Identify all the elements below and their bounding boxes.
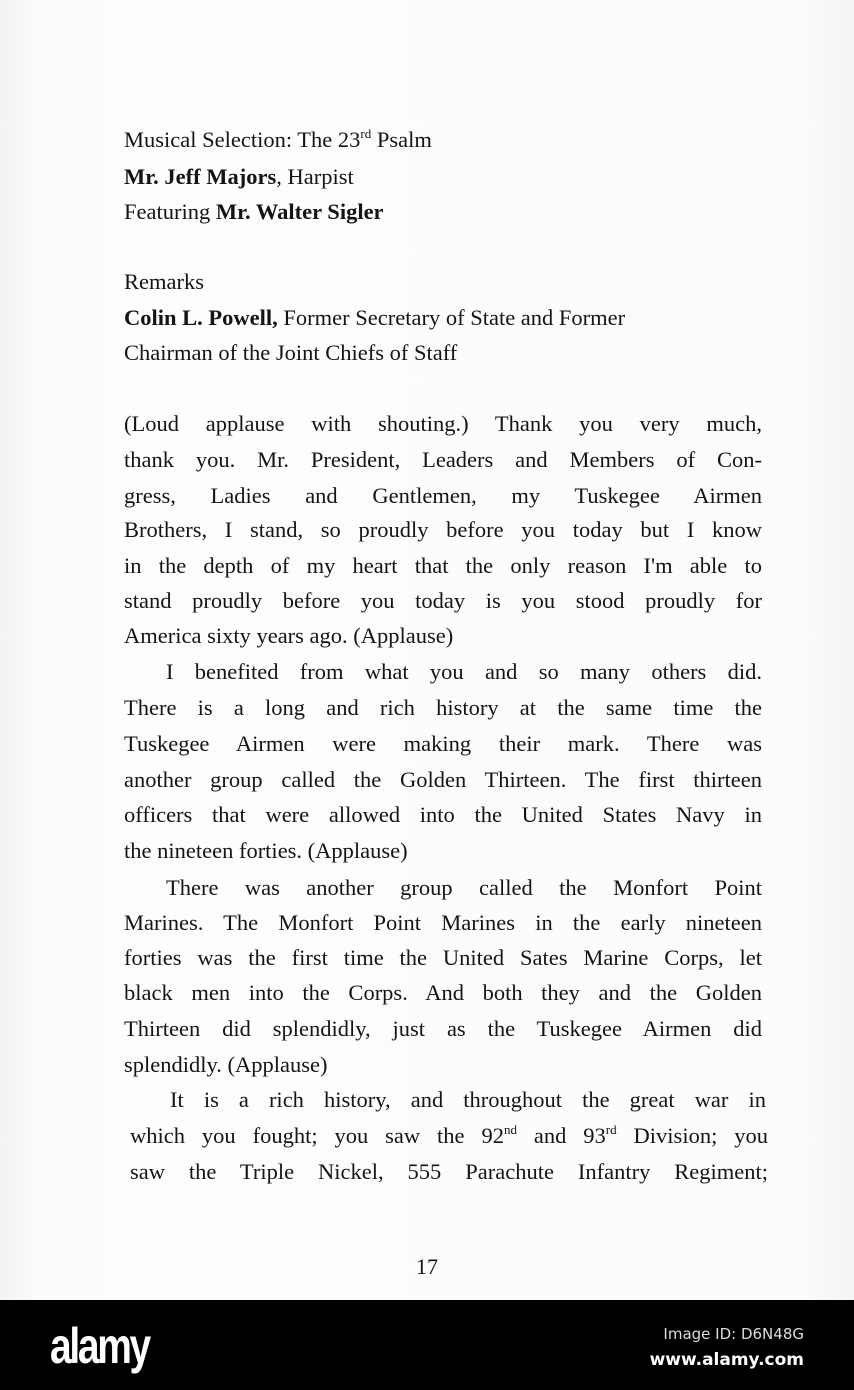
site-url: www.alamy.com (649, 1350, 804, 1370)
text-run: forties was the first time the United Sates Marine Corps, let (124, 945, 762, 970)
superscript: nd (503, 1122, 517, 1137)
text-run: , Harpist (276, 164, 354, 189)
text-line (124, 801, 762, 829)
text-run: Former Secretary of State and Former (277, 305, 626, 330)
text-line (124, 730, 762, 758)
text-run: It is a rich history, and throughout the great war in (170, 1087, 766, 1112)
text-line (124, 552, 762, 580)
text-run: which you fought; you saw the 92 (130, 1123, 504, 1148)
text-line (124, 622, 762, 650)
text-run: Division; you (616, 1123, 768, 1148)
text-run: Musical Selection: The 23 (124, 127, 361, 152)
image-id: Image ID: D6N48G (663, 1325, 804, 1343)
text-run: Featuring (124, 199, 216, 224)
text-run: Thirteen did splendidly, just as the Tuskegee Airmen did (124, 1016, 762, 1041)
text-run: Brothers, I stand, so proudly before you today but I know (124, 517, 762, 542)
bold-name: Mr. Walter Sigler (215, 199, 384, 224)
text-line (124, 126, 762, 154)
text-line (124, 304, 762, 332)
watermark-footer (0, 1300, 854, 1390)
text-line (124, 410, 762, 438)
text-line (124, 163, 762, 191)
text-run: America sixty years ago. (Applause) (124, 623, 454, 648)
text-line (124, 482, 762, 510)
text-run: Chairman of the Joint Chiefs of Staff (124, 340, 458, 365)
text-run: stand proudly before you today is you stood proudly for (124, 588, 762, 613)
text-line (124, 198, 762, 226)
text-run: There is a long and rich history at the same time the (124, 695, 762, 720)
text-run: thank you. Mr. President, Leaders and Members of Con- (124, 447, 762, 472)
bold-name: Mr. Jeff Majors (124, 164, 277, 189)
text-line (124, 944, 762, 972)
text-run: and 93 (516, 1123, 606, 1148)
text-run: officers that were allowed into the United States Navy in (124, 802, 762, 827)
text-line (124, 446, 762, 474)
text-run: Tuskegee Airmen were making their mark. There was (124, 731, 762, 756)
text-run: Marines. The Monfort Point Marines in the early nineteen (124, 910, 762, 935)
text-line (166, 658, 762, 686)
text-line (124, 766, 762, 794)
text-line (124, 1051, 762, 1079)
text-run: I benefited from what you and so many others did. (166, 659, 762, 684)
text-run: There was another group called the Monfort Point (166, 875, 762, 900)
text-run: gress, Ladies and Gentlemen, my Tuskegee Airmen (124, 483, 762, 508)
text-run: the nineteen forties. (Applause) (124, 838, 408, 863)
text-run: saw the Triple Nickel, 555 Parachute Infantry Regiment; (130, 1159, 768, 1184)
text-line (124, 1015, 762, 1043)
text-line (124, 268, 762, 296)
text-run: (Loud applause with shouting.) Thank you very much, (124, 411, 762, 436)
text-run: in the depth of my heart that the only reason I'm able to (124, 553, 762, 578)
page-number: 17 (416, 1254, 438, 1279)
superscript: rd (360, 126, 372, 141)
text-run: another group called the Golden Thirteen. The first thirteen (124, 767, 762, 792)
superscript: rd (605, 1122, 617, 1137)
text-line (124, 837, 762, 865)
text-line (130, 1122, 768, 1150)
text-line (124, 979, 762, 1007)
text-run: black men into the Corps. And both they and the Golden (124, 980, 762, 1005)
text-line (166, 874, 762, 902)
text-line (124, 339, 762, 367)
text-line (130, 1158, 768, 1186)
text-line (124, 909, 762, 937)
text-run: Remarks (124, 269, 204, 294)
text-run: Psalm (371, 127, 432, 152)
text-run: splendidly. (Applause) (124, 1052, 328, 1077)
bold-name: Colin L. Powell, (124, 305, 278, 330)
alamy-logo: alamy (50, 1318, 149, 1374)
text-line (124, 587, 762, 615)
text-line (170, 1086, 766, 1114)
text-line (124, 694, 762, 722)
text-line (124, 516, 762, 544)
